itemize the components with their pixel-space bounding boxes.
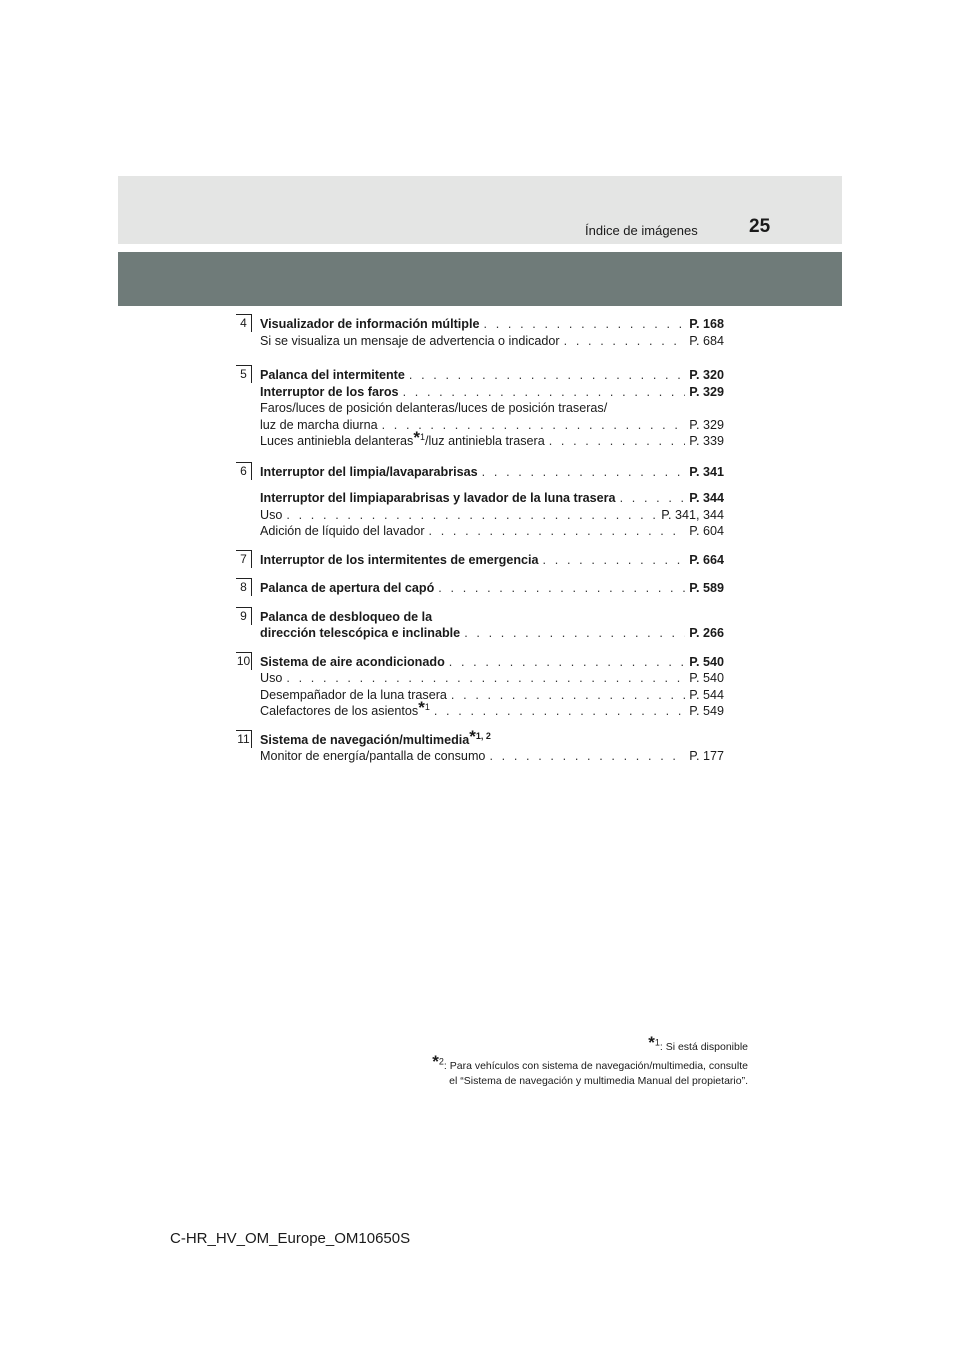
asterisk-icon: * — [469, 726, 476, 746]
asterisk-icon: * — [413, 428, 420, 447]
index-heading[interactable] — [260, 654, 724, 671]
index-heading[interactable] — [260, 580, 724, 597]
leader-dots — [484, 316, 686, 333]
page-reference-link[interactable]: P. 664 — [689, 552, 724, 567]
index-subentry[interactable] — [260, 417, 724, 434]
index-group-8 — [236, 580, 724, 597]
entry-label — [260, 698, 430, 720]
entry-label: Palanca del intermitente — [260, 368, 405, 382]
page-reference-link[interactable]: P. 329 — [689, 384, 724, 399]
footnote-mark: 1, 2 — [475, 730, 491, 741]
index-subentry[interactable] — [260, 670, 724, 687]
entry-label — [260, 726, 491, 749]
asterisk-icon: * — [418, 698, 425, 717]
index-subentry[interactable] — [260, 698, 724, 720]
callout-number-badge: 8 — [236, 578, 252, 596]
index-group-10 — [236, 654, 724, 720]
index-heading[interactable] — [260, 367, 724, 384]
callout-number-badge: 4 — [236, 314, 252, 332]
page-reference-link[interactable]: P. 544 — [689, 687, 724, 702]
callout-number-badge: 9 — [236, 607, 252, 625]
index-heading[interactable] — [260, 316, 724, 333]
section-banner — [118, 252, 842, 306]
leader-dots — [286, 507, 657, 524]
callout-number-badge: 7 — [236, 550, 252, 568]
entry-label: Visualizador de información múltiple — [260, 317, 480, 331]
section-title: Índice de imágenes — [585, 223, 698, 238]
leader-dots — [382, 417, 686, 434]
entry-label — [260, 428, 545, 450]
page-reference-link[interactable]: P. 549 — [689, 704, 724, 718]
index-subentry[interactable] — [260, 523, 724, 540]
entry-label: Palanca de apertura del capó — [260, 581, 435, 595]
entry-label: Uso — [260, 671, 283, 685]
index-group-5 — [236, 367, 724, 450]
page-reference-link[interactable]: P. 341 — [689, 464, 724, 479]
entry-label-text: Luces antiniebla delanteras — [260, 434, 414, 448]
index-group-4 — [236, 316, 724, 349]
callout-number-badge: 5 — [236, 365, 252, 383]
page-reference-link[interactable]: P. 589 — [689, 581, 724, 595]
index-subentry[interactable] — [260, 687, 724, 704]
index-group-11 — [236, 726, 724, 765]
leader-dots — [564, 333, 686, 350]
index-subentry[interactable] — [260, 428, 724, 450]
image-index-entries — [236, 316, 724, 765]
entry-label: Adición de líquido del lavador — [260, 524, 425, 538]
entry-label: Desempañador de la luna trasera — [260, 687, 447, 702]
entry-label: luz de marcha diurna — [260, 417, 378, 432]
entry-label: Faros/luces de posición delanteras/luces de posición traseras/ — [260, 401, 608, 415]
entry-label: Interruptor de los faros — [260, 384, 399, 399]
page-reference-link[interactable]: P. 344 — [689, 491, 724, 505]
page-reference-link[interactable]: P. 177 — [689, 749, 724, 763]
page-reference-link[interactable]: P. 168 — [689, 317, 724, 331]
index-heading — [260, 609, 724, 626]
leader-dots — [429, 523, 686, 540]
entry-label: Si se visualiza un mensaje de advertencia o indicador — [260, 333, 560, 348]
leader-dots — [409, 367, 685, 384]
leader-dots — [451, 687, 685, 704]
page-reference-link[interactable]: P. 341, 344 — [661, 507, 724, 522]
entry-label: Interruptor del limpia/lavaparabrisas — [260, 464, 478, 479]
footnote-mark: 1 — [419, 431, 425, 442]
leader-dots — [438, 580, 685, 597]
page-reference-link[interactable]: P. 320 — [689, 368, 724, 382]
footnotes — [432, 1033, 748, 1089]
footnote-2-continued: el “Sistema de navegación y multimedia Manual del propietario”. — [449, 1075, 748, 1087]
index-heading — [260, 726, 724, 749]
index-heading[interactable] — [260, 464, 724, 481]
leader-dots — [543, 552, 686, 569]
entry-label-text: /luz antiniebla trasera — [424, 434, 545, 448]
leader-dots — [403, 384, 686, 401]
entry-label: Uso — [260, 507, 283, 522]
page-reference-link[interactable]: P. 604 — [689, 524, 724, 538]
page-reference-link[interactable]: P. 329 — [689, 417, 724, 432]
entry-label: Interruptor de los intermitentes de emergencia — [260, 552, 539, 567]
leader-dots — [549, 433, 686, 450]
header-band — [118, 176, 842, 244]
index-heading[interactable] — [260, 384, 724, 401]
leader-dots — [449, 654, 685, 671]
index-heading[interactable] — [260, 552, 724, 569]
index-heading[interactable] — [260, 625, 724, 642]
callout-number-badge: 10 — [236, 653, 251, 668]
footnote-1: *$^1$: Si está disponible — [648, 1033, 748, 1053]
footnote-mark: 1 — [424, 701, 430, 712]
leader-dots — [434, 703, 685, 720]
page-reference-link[interactable]: P. 684 — [689, 333, 724, 348]
entry-label: Interruptor del limpiaparabrisas y lavador de la luna trasera — [260, 491, 616, 505]
entry-label-text: Calefactores de los asientos — [260, 704, 419, 718]
document-code: C-HR_HV_OM_Europe_OM10650S — [170, 1230, 411, 1247]
index-group-6 — [236, 464, 724, 540]
leader-dots — [489, 748, 685, 765]
page-reference-link[interactable]: P. 266 — [689, 626, 724, 640]
index-group-9 — [236, 609, 724, 642]
asterisk-icon: * — [648, 1033, 655, 1052]
page-reference-link[interactable]: P. 339 — [689, 434, 724, 448]
index-subentry[interactable] — [260, 333, 724, 350]
asterisk-icon: * — [432, 1052, 439, 1071]
index-group-7 — [236, 552, 724, 569]
index-subentry — [260, 400, 724, 417]
page-reference-link[interactable]: P. 540 — [689, 654, 724, 669]
leader-dots — [464, 625, 685, 642]
index-subentry[interactable] — [260, 748, 724, 765]
callout-number-badge: 6 — [236, 462, 252, 480]
page-number: 25 — [749, 216, 771, 237]
callout-number-badge: 11 — [236, 730, 252, 748]
entry-label-text: Sistema de navegación/multimedia — [260, 732, 470, 747]
entry-label: dirección telescópica e inclinable — [260, 626, 461, 640]
leader-dots — [620, 490, 686, 507]
entry-label: Palanca de desbloqueo de la — [260, 609, 433, 624]
index-heading[interactable] — [260, 490, 724, 507]
leader-dots — [286, 670, 685, 687]
entry-label: Monitor de energía/pantalla de consumo — [260, 749, 486, 763]
index-subentry[interactable] — [260, 507, 724, 524]
footnote-2: *$^2$: Para vehículos con sistema de navegación/multimedia, consulte — [432, 1052, 748, 1072]
entry-label: Sistema de aire acondicionado — [260, 654, 445, 669]
page-reference-link[interactable]: P. 540 — [689, 671, 724, 685]
leader-dots — [482, 464, 686, 481]
